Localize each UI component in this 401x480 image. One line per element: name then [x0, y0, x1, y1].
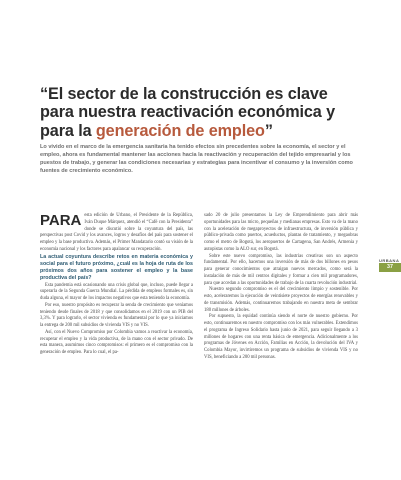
body-paragraph: Así, con el Nuevo Compromiso por Colombia vamos a reactivar la economía, recuperar el empleo y la vida productiva, de la mano con el sector privado. De esta manera, asumimos cinco compromisos: el primero es el compromiso con la generación de empleo. Para lo cual, el pa- — [40, 329, 193, 356]
title-text: “El sector de la construcción es clave para nuestra reactivación económica y para la — [40, 84, 336, 140]
page-number: 37 — [379, 263, 401, 272]
article-title — [40, 85, 360, 141]
body-paragraph: Sobre este nuevo compromiso, las industrias creativas son un aspecto fundamental. Por ello, hacemos una inversión de más de dos billones en pesos para generar conocimientos que atraigan nuevos mercados, como será la instalación de más de mil centros digitales y formar a cien mil programadores, para que accedan a las oportunidades de trabajo de la cuarta revolución industrial. — [204, 253, 358, 286]
body-paragraph: Por supuesto, la equidad continúa siendo el norte de nuestro gobierno. Por esto, continuaremos en nuestro compromiso con los más vulnerables. Extendimos el programa de Ingreso Solidario hasta junio de 2021, para seguir llegando a 3 millones de hogares con una renta básica de emergencia. Adicionalmente a los programas de Jóvenes en Acción, Familias en Acción, la devolución del IVA y Colombia Mayor, invirtiremos un programa de subsidios de vivienda VIS y no VIS, beneficiando a 200 mil personas. — [204, 314, 358, 360]
question-1: La actual coyuntura describe retos en materia económica y social para el futuro próximo, ¿cuál es la hoja de ruta de los próximos dos años para sostener el empleo y la base productiva del país? — [40, 253, 193, 282]
left-column — [40, 213, 193, 357]
title-highlight: generación de empleo — [95, 121, 265, 140]
body-paragraph: Esta pandemia está ocasionando una crisis global que, incluso, puede llegar a superarla de la Segunda Guerra Mundial. La pérdida de empleos formales es, sin duda alguna, el mayor de los impactos negativos que esta teniendo la economía. — [40, 282, 193, 302]
intro-paragraph — [40, 213, 193, 254]
body-paragraph: Nuestro segundo compromiso es el del crecimiento limpio y sostenible. Por esto, aceleraremos la ejecución de veintisiete proyectos de energías renovables y de transmisión. Además, continuaremos trabajando en nuestra meta de sembrar 180 millones de árboles. — [204, 287, 358, 313]
title-close-quote: ” — [264, 121, 273, 140]
intro-text: esta edición de Urbano, el Presidente de la República, Iván Duque Márquez, atendió el “Café con la Presidenta” donde se discutió sobre la coyuntura del país, las perspectivas post Covid y los avances, logros y desafíos del país para sostener el empleo y la base productiva. Además, el Primer Mandatario contó su visión de la economía nacional y los factores para apalancar su recuperación. — [40, 213, 193, 252]
section-label: URBANA — [379, 258, 400, 263]
body-paragraph: Por eso, nuestro propósito es recuperar la senda de crecimiento que veníamos teniendo desde finales de 2018 y que consolidamos en el 2019 con un PIB del 3,3%. Y para lograrlo, el sector vivienda es fundamental por lo que ya iniciamos la entrega de 200 mil subsidios de vivienda VIS y no VIS. — [40, 302, 193, 329]
dropcap: PARA — [40, 212, 82, 229]
article-lead: Lo vivido en el marco de la emergencia sanitaria ha tenido efectos sin precedentes sobre la economía, el sector y el empleo, ahora es fundamental mantener las acciones hacia la reactivación y recuperación del tejido empresarial y los puestos de trabajo, y generar las condiciones necesarias y estrategias para incentivar el consumo y la inversión como fuentes de crecimiento económico. — [40, 144, 353, 174]
body-paragraph: sado 20 de julio presentamos la Ley de Emprendimiento para abrir más oportunidades para las micro, pequeñas y medianas empresas. Esto va de la mano con la aceleración de megaproyectos de infraestructura, de inversión pública y público-privada como puertos, acueductos, plantas de tratamiento, y megaobras como el metro de Bogotá, los aeropuertos de Cartagena, San Andrés, Armenia y autopistas como la ALO sur, en Bogotá. — [204, 213, 358, 252]
right-column — [204, 213, 358, 362]
